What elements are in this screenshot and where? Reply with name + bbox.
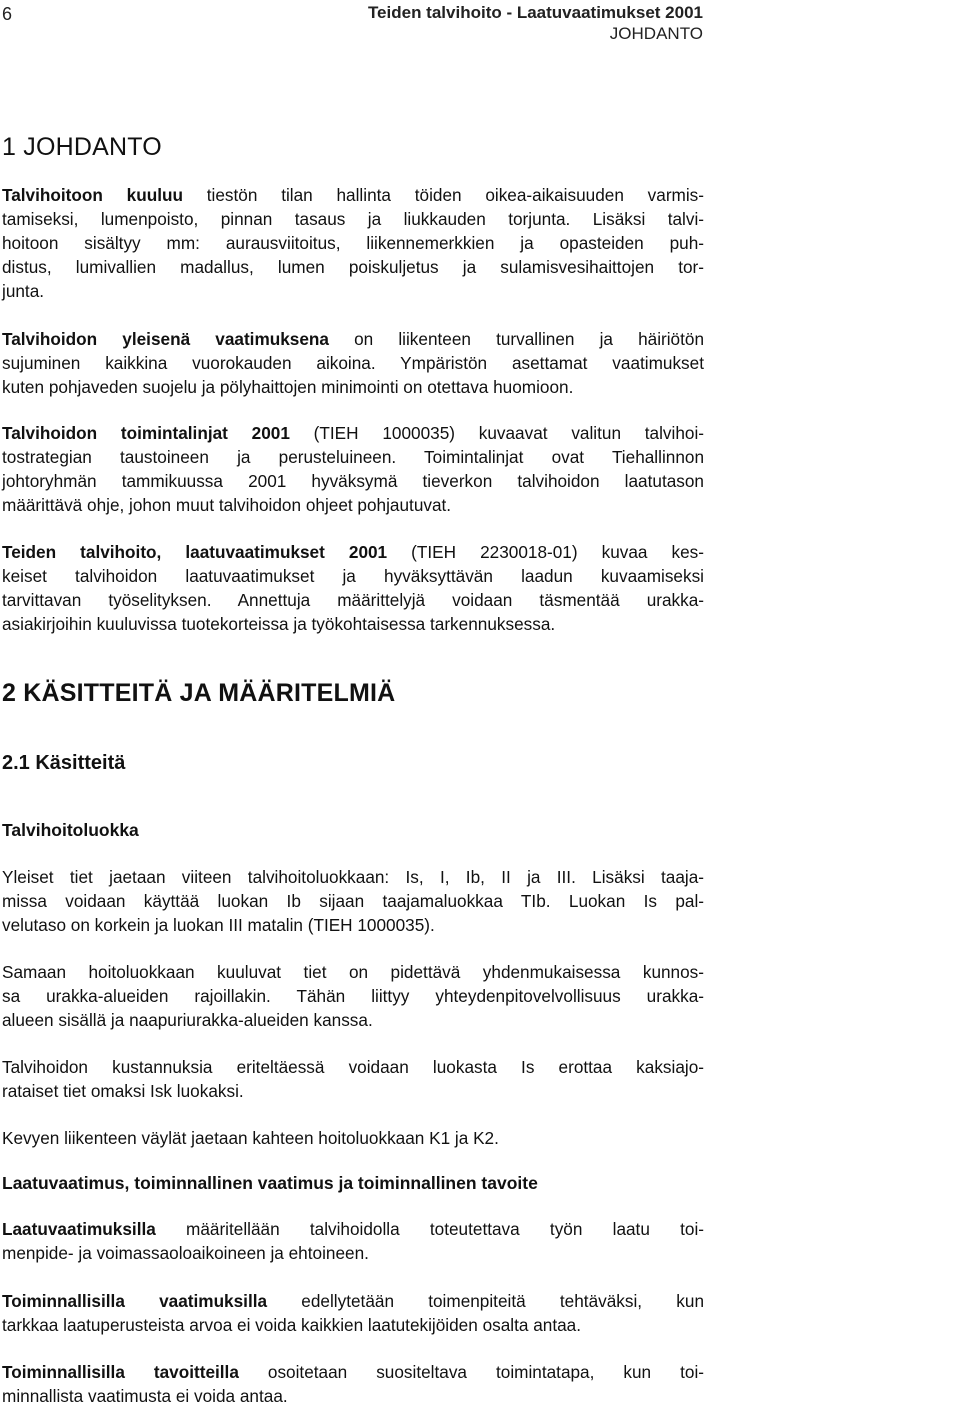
paragraph-talvihoitoon: Talvihoitoon kuuluu tiestön tilan hallinta töiden oikea-aikaisuuden varmis- tamiseksi, lumenpoisto, pinnan tasaus ja liukkauden torjunta. Lisäksi talvi- hoitoon sisältyy mm: aurausviitoitus, liikennemerkkien ja opasteiden puh- distus, lumivallien madallus, lumen poiskuljetus ja sulamisvesihaittojen tor- junta. xyxy=(2,185,704,301)
paragraph-kevyen-liikenteen-vaylat: Kevyen liikenteen väylät jaetaan kahteen hoitoluokkaan K1 ja K2. xyxy=(2,1128,499,1148)
paragraph-toimintalinjat: Talvihoidon toimintalinjat 2001 (TIEH 1000035) kuvaavat valitun talvihoi- tostrategian taustoineen ja perusteluineen. Toimintalinjat ovat Tiehallinnon johtoryhmän tammikuussa 2001 hyväksymä tieverkon talvihoidon laatutason määrittävä ohje, johon muut talvihoidon ohjeet pohjautuvat. xyxy=(2,423,705,515)
heading-talvihoitoluokka: Talvihoitoluokka xyxy=(2,820,139,840)
paragraph-toiminnallisilla-tavoitteilla: Toiminnallisilla tavoitteilla osoitetaan suositeltava toimintatapa, kun toi- minnallista vaatimusta ei voida antaa. xyxy=(2,1362,704,1406)
paragraph-kustannukset: Talvihoidon kustannuksia eriteltäessä voidaan luokasta Is erottaa kaksiajo- rataiset tiet omaksi Isk luokaksi. xyxy=(2,1057,704,1101)
bold-term: Talvihoitoon kuuluu xyxy=(2,185,183,205)
bold-term: Talvihoidon yleisenä vaatimuksena xyxy=(2,329,329,349)
paragraph-talvihoitoluokat: Yleiset tiet jaetaan viiteen talvihoitoluokkaan: Is, I, Ib, II ja III. Lisäksi taaja- missa voidaan käyttää luokan Ib sijaan taajamaluokkaa TIb. Luokan Is pal- velutaso on korkein ja luokan III matalin (TIEH 1000035). xyxy=(2,867,704,935)
page-number: 6 xyxy=(2,4,13,24)
paragraph-yhdenmukainen-kunto: Samaan hoitoluokkaan kuuluvat tiet on pidettävä yhdenmukaisessa kunnos- sa urakka-alueiden rajoillakin. Tähän liittyy yhteydenpitovelvollisuus urakka- alueen sisällä ja naapuriurakka-alueiden kanssa. xyxy=(2,962,704,1030)
heading-2-1-kasitteita: 2.1 Käsitteitä xyxy=(2,752,126,774)
heading-kasitteita-ja-maaritelmia: 2 KÄSITTEITÄ JA MÄÄRITELMIÄ xyxy=(2,679,396,707)
bold-term: Teiden talvihoito, laatuvaatimukset 2001 xyxy=(2,542,388,562)
bold-term: Talvihoidon toimintalinjat 2001 xyxy=(2,423,290,443)
paragraph-toiminnallisilla-vaatimuksilla: Toiminnallisilla vaatimuksilla edellytetään toimenpiteitä tehtäväksi, kun tarkkaa laatuperusteista arvoa ei voida kaikkien laatutekijöiden osalta antaa. xyxy=(2,1291,704,1335)
paragraph-laatuvaatimukset-2001: Teiden talvihoito, laatuvaatimukset 2001 (TIEH 2230018-01) kuvaa kes- keiset talvihoidon laatuvaatimukset ja hyväksyttävän laadun kuvaamiseksi tarvittavan työselityksen. Annettuja määrittelyjä voidaan täsmentää urakka- asiakirjoihin kuuluvissa tuotekorteissa ja työkohtaisessa tarkennuksessa. xyxy=(2,542,704,634)
heading-johdanto: 1 JOHDANTO xyxy=(2,133,162,161)
paragraph-yleinen-vaatimus: Talvihoidon yleisenä vaatimuksena on liikenteen turvallinen ja häiriötön sujuminen kaikkina vuorokauden aikoina. Ympäristön asettamat vaatimukset kuten pohjaveden suojelu ja pölyhaittojen minimointi on otettava huomioon. xyxy=(2,329,705,397)
heading-laatuvaatimus: Laatuvaatimus, toiminnallinen vaatimus ja toiminnallinen tavoite xyxy=(2,1173,538,1193)
bold-term: Toiminnallisilla vaatimuksilla xyxy=(2,1291,268,1311)
running-header-section: JOHDANTO xyxy=(609,24,703,43)
paragraph-laatuvaatimuksilla: Laatuvaatimuksilla määritellään talvihoidolla toteutettava työn laatu toi- menpide- ja voimassaoloaikoineen ja ehtoineen. xyxy=(2,1219,704,1263)
running-header-title: Teiden talvihoito - Laatuvaatimukset 2001 xyxy=(367,3,703,22)
bold-term: Toiminnallisilla tavoitteilla xyxy=(2,1362,239,1382)
bold-term: Laatuvaatimuksilla xyxy=(2,1219,156,1239)
